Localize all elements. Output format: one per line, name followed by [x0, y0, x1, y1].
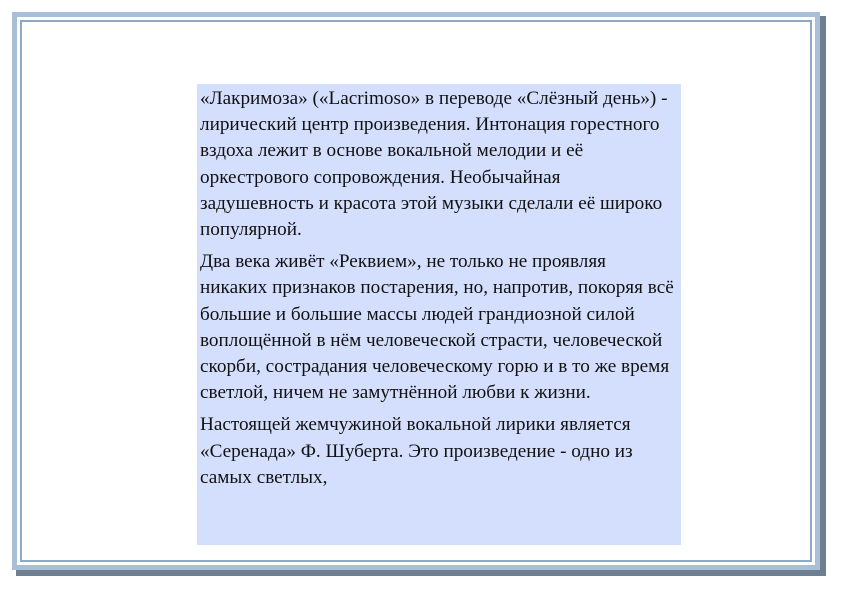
- paragraph-requiem: Два века живёт «Реквием», не только не проявляя никаких признаков постарения, но, напротив, покоряя всё большие и большие массы людей грандиозной силой воплощённой в нём человеческой страсти, человеческой скорби, сострадания человеческому горю и в то же время светлой, ничем не замутнённой любви к жизни.: [200, 251, 674, 404]
- paragraph-serenade: Настоящей жемчужиной вокальной лирики является «Серенада» Ф. Шуберта. Это произведение - одно из самых светлых,: [200, 414, 633, 488]
- text-box: [197, 84, 681, 545]
- paragraph-lacrimosa: «Лакримоза» («Lacrimoso» в переводе «Слёзный день») - лирический центр произведения. Интонация горестного вздоха лежит в основе вокальной мелодии и её оркестрового сопровождения. Необычайная задушевность и красота этой музыки сделали её широко популярной.: [200, 88, 668, 241]
